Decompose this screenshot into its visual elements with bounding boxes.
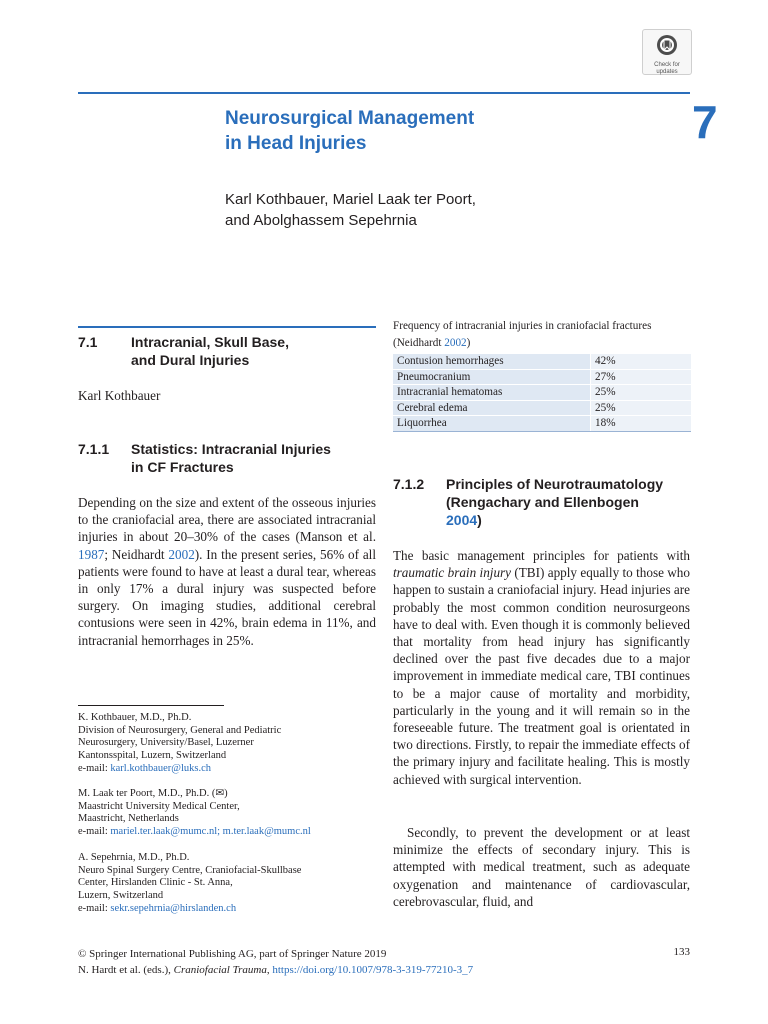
- section-7-1-1-heading: 7.1.1 Statistics: Intracranial Injuries in CF Fractures: [78, 441, 331, 475]
- email-link[interactable]: sekr.sepehrnia@hirslanden.ch: [110, 902, 237, 914]
- section-7-1-1-paragraph: Depending on the size and extent of the osseous injuries to the craniofacial area, there are associated intracranial injuries in about 20–30% of the cases (Manson et al. 1987; Neidhardt 2002). In the present series, 56% of all patients were found to have at least a dural tear, whereas in only 17% a dural injury was suspected before surgery. On imaging studies, additional cerebral contusions were seen in 42%, brain edema in 11%, and intracranial hemorrhages in 25%.: [78, 495, 376, 648]
- table-row: [393, 385, 691, 401]
- page-footer: © Springer International Publishing AG, part of Springer Nature 2019 N. Hardt et al. (eds.), Craniofacial Trauma, https://doi.org/10.1007/978-3-319-77210-3_7: [78, 948, 474, 976]
- table-row: [393, 369, 691, 385]
- top-rule: [78, 92, 690, 94]
- section-rule: [78, 326, 376, 328]
- table-row: [393, 354, 691, 369]
- footnote-kothbauer: K. Kothbauer, M.D., Ph.D. Division of Neurosurgery, General and Pediatric Neurosurgery, University/Basel, Luzerner Kantonsspital, Luzern, Switzerland e-mail: karl.kothbauer@luks.ch: [78, 712, 282, 774]
- chapter-number: 7: [692, 96, 718, 148]
- doi-link[interactable]: https://doi.org/10.1007/978-3-319-77210-3_7: [272, 964, 474, 976]
- table-cell-value: 42%: [591, 354, 692, 369]
- table-row: [393, 400, 691, 416]
- table-cell-value: 18%: [591, 416, 692, 432]
- table-cell-label: Liquorrhea: [393, 416, 591, 432]
- section-author: Karl Kothbauer: [78, 388, 161, 403]
- table-cell-value: 27%: [591, 369, 692, 385]
- badge-label: Check for updates: [654, 62, 680, 75]
- footnote-rule: [78, 705, 224, 706]
- chapter-title: Neurosurgical Management in Head Injuries: [225, 108, 475, 154]
- reference-link[interactable]: 2004: [446, 512, 478, 528]
- table-caption: Frequency of intracranial injuries in craniofacial fractures (Neidhardt 2002): [393, 320, 652, 349]
- section-7-1-2-heading: 7.1.2 Principles of Neurotraumatology (Rengachary and Ellenbogen 2004): [393, 476, 664, 528]
- table-cell-label: Contusion hemorrhages: [393, 354, 591, 369]
- footnote-sepehrnia: A. Sepehrnia, M.D., Ph.D. Neuro Spinal Surgery Centre, Craniofacial-Skullbase Center, Hirslanden Clinic - St. Anna, Luzern, Switzerland e-mail: sekr.sepehrnia@hirslanden.ch: [78, 852, 302, 914]
- email-link[interactable]: mariel.ter.laak@mumc.nl; m.ter.laak@mumc.nl: [110, 826, 311, 838]
- section-7-1-heading: 7.1 Intracranial, Skull Base, and Dural Injuries: [78, 334, 289, 368]
- reference-link[interactable]: 2002: [168, 546, 195, 562]
- table-cell-label: Cerebral edema: [393, 400, 591, 416]
- bookmark-icon: [656, 34, 678, 56]
- frequency-table: [393, 354, 691, 432]
- table-row: [393, 416, 691, 432]
- check-for-updates-badge[interactable]: [642, 29, 692, 75]
- reference-link[interactable]: 1987: [78, 546, 105, 562]
- table-cell-value: 25%: [591, 400, 692, 416]
- table-cell-value: 25%: [591, 385, 692, 401]
- footnote-laak-ter-poort: M. Laak ter Poort, M.D., Ph.D. (✉) Maastricht University Medical Center, Maastricht, Netherlands e-mail: mariel.ter.laak@mumc.nl; m.ter.laak@mumc.nl: [78, 788, 311, 838]
- section-7-1-2-paragraph-2: Secondly, to prevent the development or at least minimize the effects of secondary injury. This is attempted with medical treatment, such as adequate oxygenation and maintenance of cardiovascular, cerebrovascular, fluid, and: [393, 825, 690, 909]
- page-number: 133: [673, 946, 690, 958]
- reference-link[interactable]: 2002: [444, 337, 467, 349]
- table-cell-label: Pneumocranium: [393, 369, 591, 385]
- chapter-authors: Karl Kothbauer, Mariel Laak ter Poort, and Abolghassem Sepehrnia: [225, 191, 476, 229]
- table-cell-label: Intracranial hematomas: [393, 385, 591, 401]
- email-link[interactable]: karl.kothbauer@luks.ch: [110, 762, 212, 774]
- section-7-1-2-paragraph-1: The basic management principles for patients with traumatic brain injury (TBI) apply equally to those who happen to sustain a craniofacial injury. Head injuries are probably the most common condition neurosurgeons have to deal with. Even though it is commonly believed that mortality from head injury has significantly declined over the past five decades due to a major improvement in immediate medical care, TBI continues to be a major cause of mortality and morbidity, particularly in the young and it will remain so in the foreseeable future. The treatment goal is orientated in two directions. Firstly, to repair the immediate effects of the primary injury and facilitate healing. This is mostly achieved with surgical intervention.: [393, 548, 691, 787]
